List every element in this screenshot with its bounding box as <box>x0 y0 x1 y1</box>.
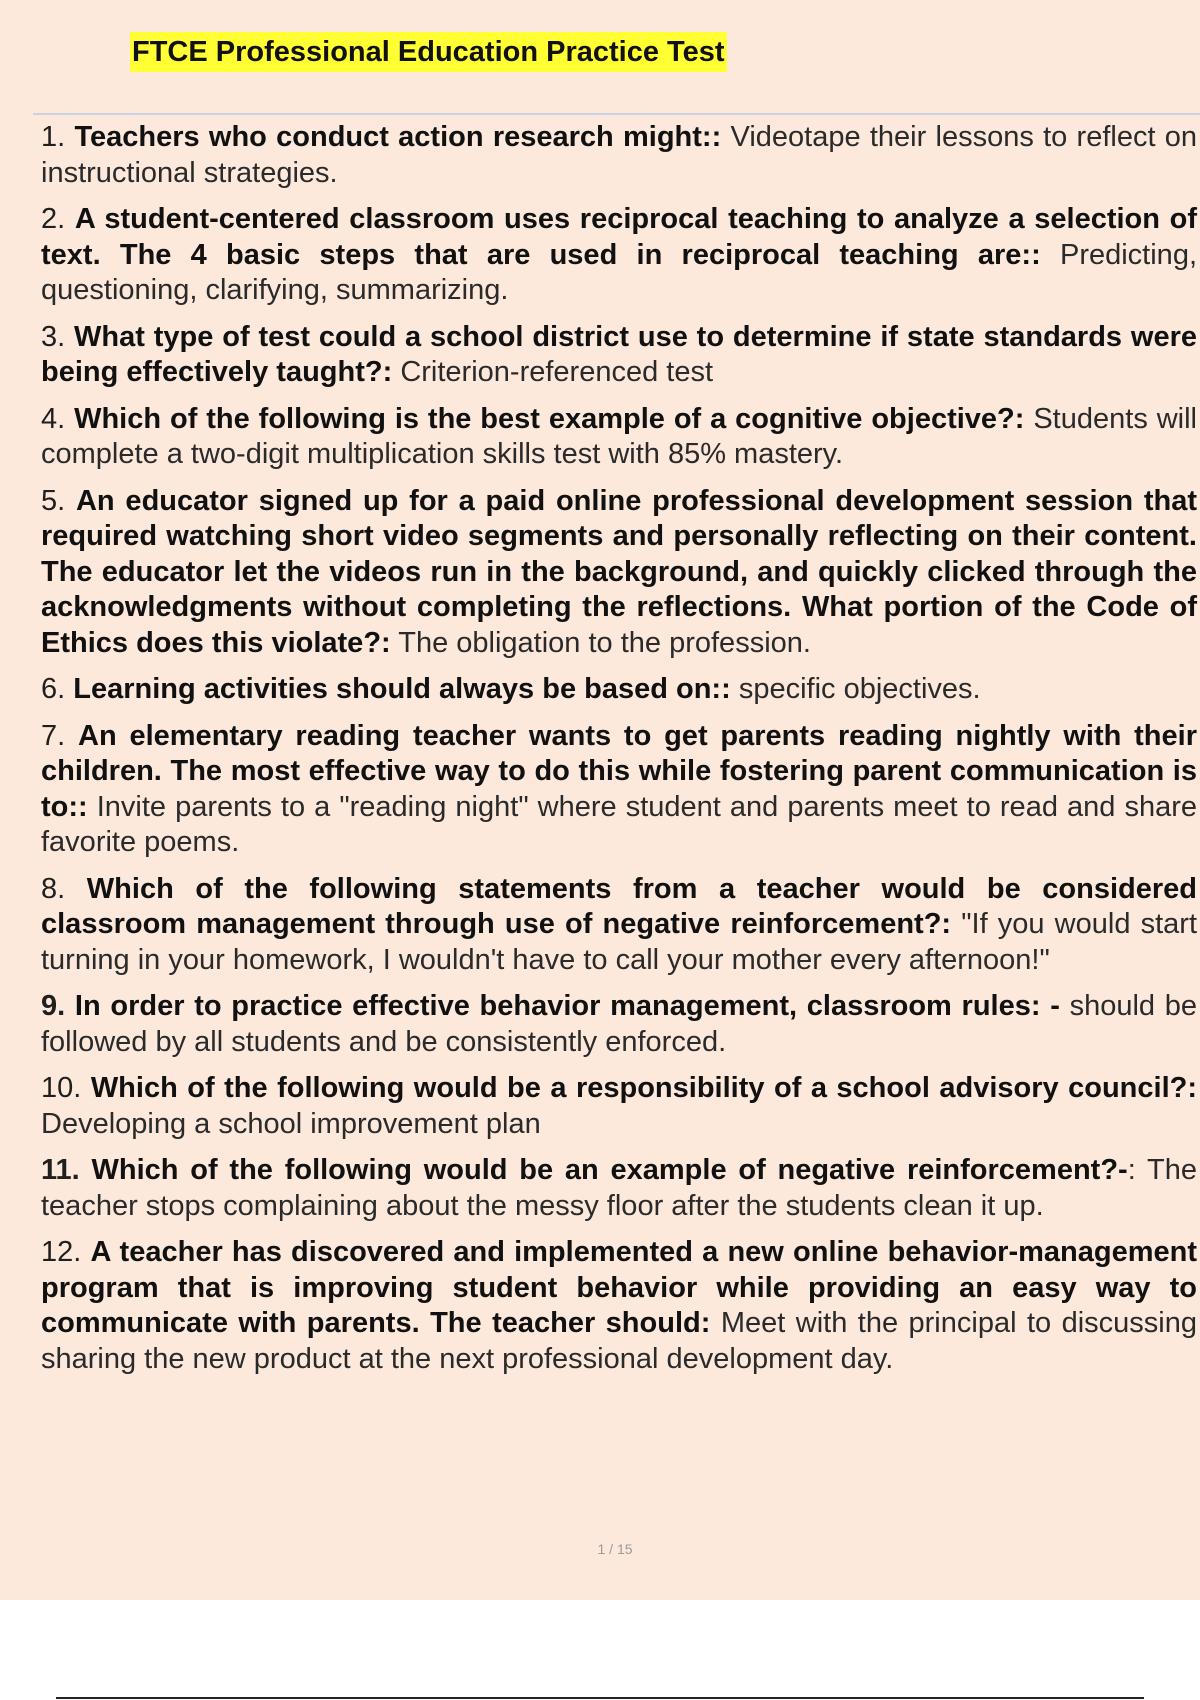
item-question: What type of test could a school district use to determine if state standards were being effectively taught?: <box>41 320 1197 388</box>
qa-item-4 <box>41 402 1197 473</box>
item-answer: Invite parents to a "reading night" where student and parents meet to read and share favorite poems. <box>41 790 1197 858</box>
question-list <box>41 120 1197 1388</box>
item-number: 5. <box>41 484 66 517</box>
item-answer: should be followed by all students and be consistently enforced. <box>41 990 1197 1058</box>
item-answer: Predicting, questioning, clarifying, summarizing. <box>41 238 1197 306</box>
qa-item-10 <box>41 1071 1197 1142</box>
item-answer: "If you would start turning in your homework, I wouldn't have to call your mother every afternoon!" <box>41 908 1197 976</box>
qa-item-3 <box>41 320 1197 391</box>
item-question: Teachers who conduct action research might:: <box>74 121 722 153</box>
item-answer: : The teacher stops complaining about the messy floor after the students clean it up. <box>41 1154 1197 1222</box>
item-answer: The obligation to the profession. <box>398 626 811 659</box>
qa-item-2 <box>41 202 1197 309</box>
qa-item-9 <box>41 989 1197 1060</box>
qa-item-11 <box>41 1153 1197 1224</box>
item-question: A student-centered classroom uses reciprocal teaching to analyze a selection of text. The 4 basic steps that are used in reciprocal teaching are:: <box>41 203 1198 271</box>
item-number: 7. <box>41 719 66 752</box>
item-answer: Students will complete a two-digit multiplication skills test with 85% mastery. <box>41 402 1197 470</box>
qa-item-8 <box>41 872 1197 979</box>
qa-item-5 <box>41 484 1197 662</box>
item-number: 3. <box>41 320 66 353</box>
item-number: 9. <box>41 990 66 1022</box>
item-answer: Developing a school improvement plan <box>41 1107 541 1140</box>
title-block <box>130 32 727 72</box>
item-number: 8. <box>41 872 66 905</box>
qa-item-7 <box>41 719 1197 861</box>
item-answer: specific objectives. <box>738 673 981 705</box>
qa-item-12 <box>41 1235 1197 1377</box>
item-question: An elementary reading teacher wants to get parents reading nightly with their children. The most effective way to do this while fostering parent communication is to:: <box>41 719 1197 823</box>
item-question: In order to practice effective behavior management, classroom rules: - <box>74 990 1060 1022</box>
item-number: 2. <box>41 203 66 235</box>
item-number: 10. <box>41 1072 82 1104</box>
item-number: 12. <box>41 1236 82 1268</box>
item-question: An educator signed up for a paid online professional development session that required watching short video segments and personally reflecting on their content. The educator let the videos run in the background, and quickly clicked through the acknowledgments without completing the reflections. What portion of the Code of Ethics does this violate?: <box>41 484 1197 659</box>
item-number: 6. <box>41 673 66 705</box>
document-title: FTCE Professional Education Practice Test <box>130 32 727 72</box>
item-question: Which of the following is the best example of a cognitive objective?: <box>74 402 1025 435</box>
qa-item-6 <box>41 672 1197 708</box>
title-divider <box>33 113 1200 115</box>
item-answer: Videotape their lessons to reflect on instructional strategies. <box>41 121 1198 189</box>
item-question: Learning activities should always be based on:: <box>73 673 731 705</box>
next-page-edge <box>56 1697 1144 1699</box>
item-answer: Meet with the principal to discussing sharing the new product at the next professional development day. <box>41 1307 1197 1375</box>
item-number: 11. <box>41 1154 80 1186</box>
item-number: 4. <box>41 402 66 435</box>
page-indicator: 1 / 15 <box>597 1541 633 1557</box>
item-question: A teacher has discovered and implemented a new online behavior-management program that is improving student behavior while providing an easy way to communicate with parents. The teacher should: <box>41 1236 1197 1339</box>
item-question: Which of the following would be a responsibility of a school advisory council?: <box>90 1072 1198 1104</box>
item-answer: Criterion-referenced test <box>400 356 714 388</box>
qa-item-1 <box>41 120 1197 191</box>
item-question: Which of the following statements from a teacher would be considered classroom management through use of negative reinforcement?: <box>41 872 1198 940</box>
item-number: 1. <box>41 121 66 153</box>
item-question: Which of the following would be an example of negative reinforcement?- <box>91 1154 1128 1186</box>
